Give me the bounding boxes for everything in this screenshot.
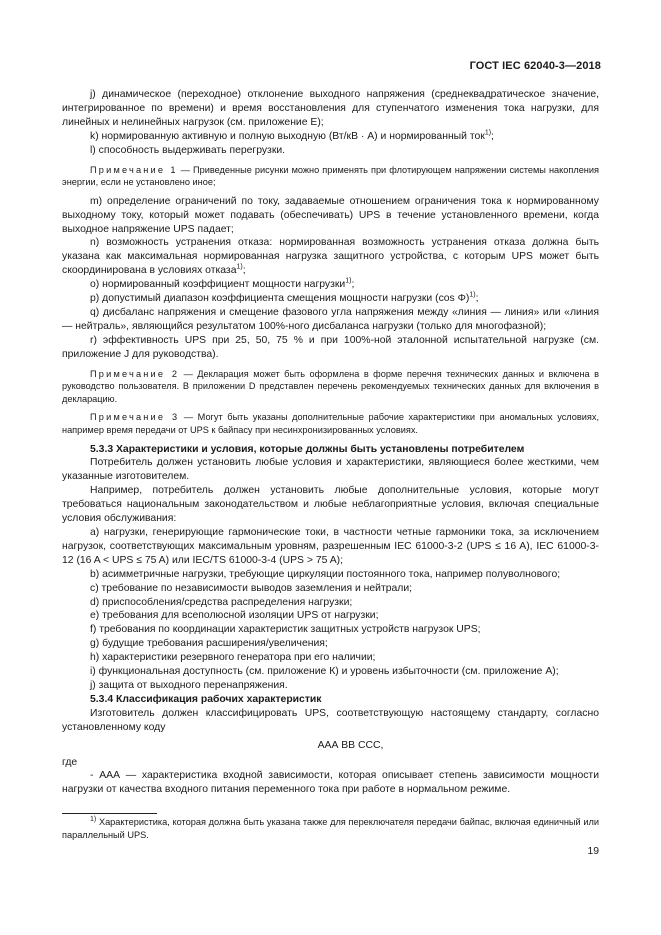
footnote: $^{1)}$ Характеристика, которая должна быть указана также для переключателя передачи байпас, включая единичный или параллельный UPS. (62, 815, 599, 840)
document-header-title: ГОСТ IEC 62040-3—2018 (469, 60, 601, 72)
paragraph-5-3-4-1: Изготовитель должен классифицировать UPS, соответствующую настоящему стандарту, согласно установленному коду (62, 707, 599, 733)
list-item-h: h) характеристики резервного генератора при его наличии; (90, 652, 376, 664)
main-content (62, 88, 599, 797)
list-item-i: i) функциональная доступность (см. приложение К) и уровень избыточности (см. приложение А); (90, 666, 559, 678)
list-item-f: f) требования по координации характеристик защитных устройств нагрузок UPS; (90, 624, 481, 636)
item-n: n) возможность устранения отказа: нормированная возможность устранения отказа должна быть указана как максимальная нормированная нагрузка защитного устройства, с которым UPS может быть скоординирована в условиях отказа$^{1)}$; (62, 237, 599, 277)
page-number: 19 (587, 846, 599, 857)
list-item-j: j) защита от выходного перенапряжения. (90, 679, 288, 691)
where-label: где (62, 756, 78, 768)
item-q: q) дисбаланс напряжения и смещение фазового угла напряжения между «линия — линия» или «линия — нейтраль», являющийся результатом 100%-ного дисбаланса нагрузки (только для многофазной); (62, 306, 599, 332)
list-item-b: b) асимметричные нагрузки, требующие циркуляции постоянного тока, например полуволнового; (90, 568, 561, 580)
list-item-d: d) приспособления/средства распределения нагрузки; (90, 596, 353, 608)
list-item-e: e) требования для всеполюсной изоляции UPS от нагрузки; (90, 610, 379, 622)
footnote-divider (62, 813, 157, 814)
item-m: m) определение ограничений по току, задаваемые отношением ограничения тока к нормированному выходному току, который может подавать (обеспечивать) UPS в течение установленного времени, когда выходное напряжение UPS падает; (62, 195, 599, 235)
item-o: o) нормированный коэффициент мощности нагрузки$^{1)}$; (90, 277, 355, 291)
note-3: Примечание 3 — Могут быть указаны дополнительные рабочие характеристики при аномальных условиях, например время передачи от UPS к байпасу при несинхронизированных условиях. (62, 412, 599, 435)
item-l: l) способность выдерживать перегрузки. (90, 144, 286, 156)
item-r: r) эффективность UPS при 25, 50, 75 % и при 100%-ной эталонной испытательной нагрузке (см. приложение J для руководства). (62, 334, 599, 360)
section-heading-5-3-3: 5.3.3 Характеристики и условия, которые должны быть установлены потребителем (90, 443, 525, 455)
note-1: Примечание 1 — Приведенные рисунки можно применять при флотирующем напряжении системы накопления энергии, если не установлено иное; (62, 164, 599, 188)
section-heading-5-3-4: 5.3.4 Классификация рабочих характеристик (90, 693, 322, 705)
paragraph-5-3-4-2: - ААА — характеристика входной зависимости, которая описывает степень зависимости мощности нагрузки от качества входного питания переменного тока при работе в нормальном режиме. (62, 770, 599, 796)
paragraph-5-3-3-2: Например, потребитель должен установить любые дополнительные условия, которые могут требоваться национальным законодательством и любые неблагоприятные условия, включая специальные условия обслуживания: (62, 485, 599, 525)
item-k: k) нормированную активную и полную выходную (Вт/кВ · А) и нормированный ток$^{1)}$; (90, 129, 494, 142)
list-item-a: a) нагрузки, генерирующие гармонические токи, в частности четные гармоники тока, за исключением нагрузок, соответствующих максимальным уровням, разрешенным IEC 61000-3-2 (UPS ≤ 16 A), IEC 61000-3-12 (16 A < UPS ≤ 75 A) или IEC/TS 61000-3-4 (UPS > 75 A); (62, 527, 599, 566)
list-item-g: g) будущие требования расширения/увеличения; (90, 638, 328, 650)
paragraph-5-3-3-1: Потребитель должен установить любые условия и характеристики, являющиеся более жесткими, чем указанные изготовителем. (62, 457, 599, 483)
classification-code: ААА ВВ ССС, (317, 739, 384, 751)
item-j: j) динамическое (переходное) отклонение выходного напряжения (среднеквадратическое значение, интегрированное по времени) и время восстановления для ступенчатого изменения тока нагрузки, для линейных и нелинейных нагрузок (см. приложение Е); (62, 89, 599, 128)
note-2: Примечание 2 — Декларация может быть оформлена в форме перечня технических данных и включена в руководство пользователя. В приложении D представлен перечень рекомендуемых технических данных для включения в декларацию. (62, 368, 599, 404)
item-p: p) допустимый диапазон коэффициента смещения мощности нагрузки (cos Φ)$^{1)}$; (90, 291, 479, 305)
list-item-c: c) требование по независимости выводов заземления и нейтрали; (90, 582, 413, 594)
